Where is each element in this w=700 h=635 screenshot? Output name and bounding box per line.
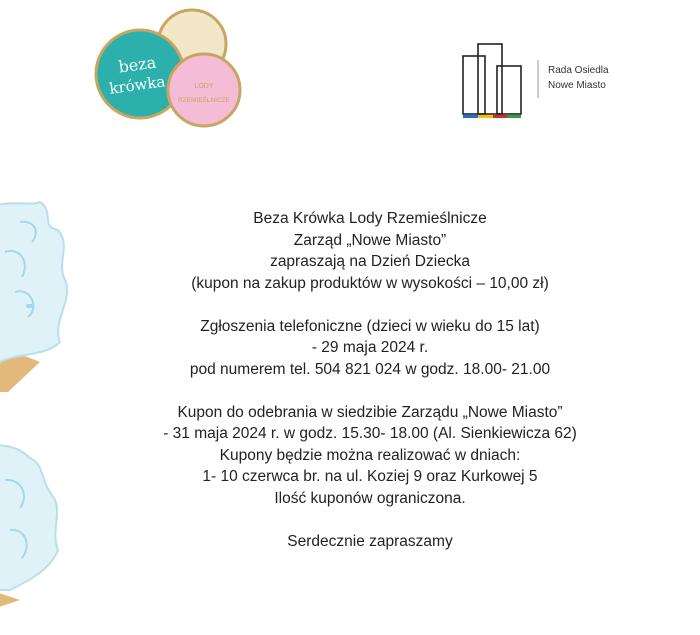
rada-line1: Rada Osiedla xyxy=(548,65,609,76)
beza-logo-sub1: LODY xyxy=(194,83,214,90)
rada-osiedla-text xyxy=(548,63,609,93)
announcement-line: Beza Krówka Lody Rzemieślnicze xyxy=(253,210,487,227)
spacer xyxy=(80,380,660,402)
announcement-line: (kupon na zakup produktów w wysokości – 10,00 zł) xyxy=(191,274,549,292)
announcement-line: Ilość kuponów ograniczona. xyxy=(274,489,466,507)
spacer xyxy=(80,294,660,316)
announcement-line: Zgłoszenia telefoniczne (dzieci w wieku do 15 lat) xyxy=(200,317,540,335)
beza-logo-sub2: RZEMIEŚLNICZE xyxy=(177,97,231,104)
announcement-line: - 31 maja 2024 r. w godz. 15.30- 18.00 (Al. Sienkiewicza 62) xyxy=(163,425,577,442)
rada-line2: Nowe Miasto xyxy=(548,80,606,91)
announcement-line: Zarząd „Nowe Miasto” xyxy=(293,231,447,249)
announcement xyxy=(80,208,660,552)
ice-cream-scoop-decoration-icon xyxy=(0,440,75,610)
announcement-line: pod numerem tel. 504 821 024 w godz. 18.00- 21.00 xyxy=(189,360,551,378)
announcement-line: 1- 10 czerwca br. na ul. Koziej 9 oraz Kurkowej 5 xyxy=(202,468,538,485)
beza-logo-line1: beza xyxy=(117,52,158,77)
spacer xyxy=(80,509,660,531)
announcement-line: zapraszają na Dzień Dziecka xyxy=(270,253,470,270)
announcement-line: - 29 maja 2024 r. xyxy=(311,339,429,356)
ice-cream-scoop-decoration-icon xyxy=(0,192,75,392)
closing-line: Serdecznie zapraszamy xyxy=(287,532,453,550)
beza-krowka-logo xyxy=(92,6,252,130)
beza-logo-line2: krówka xyxy=(108,72,167,98)
announcement-line: Kupon do odebrania w siedzibie Zarządu „Nowe Miasto” xyxy=(177,403,563,421)
announcement-line: Kupony będzie można realizować w dniach: xyxy=(219,446,521,464)
